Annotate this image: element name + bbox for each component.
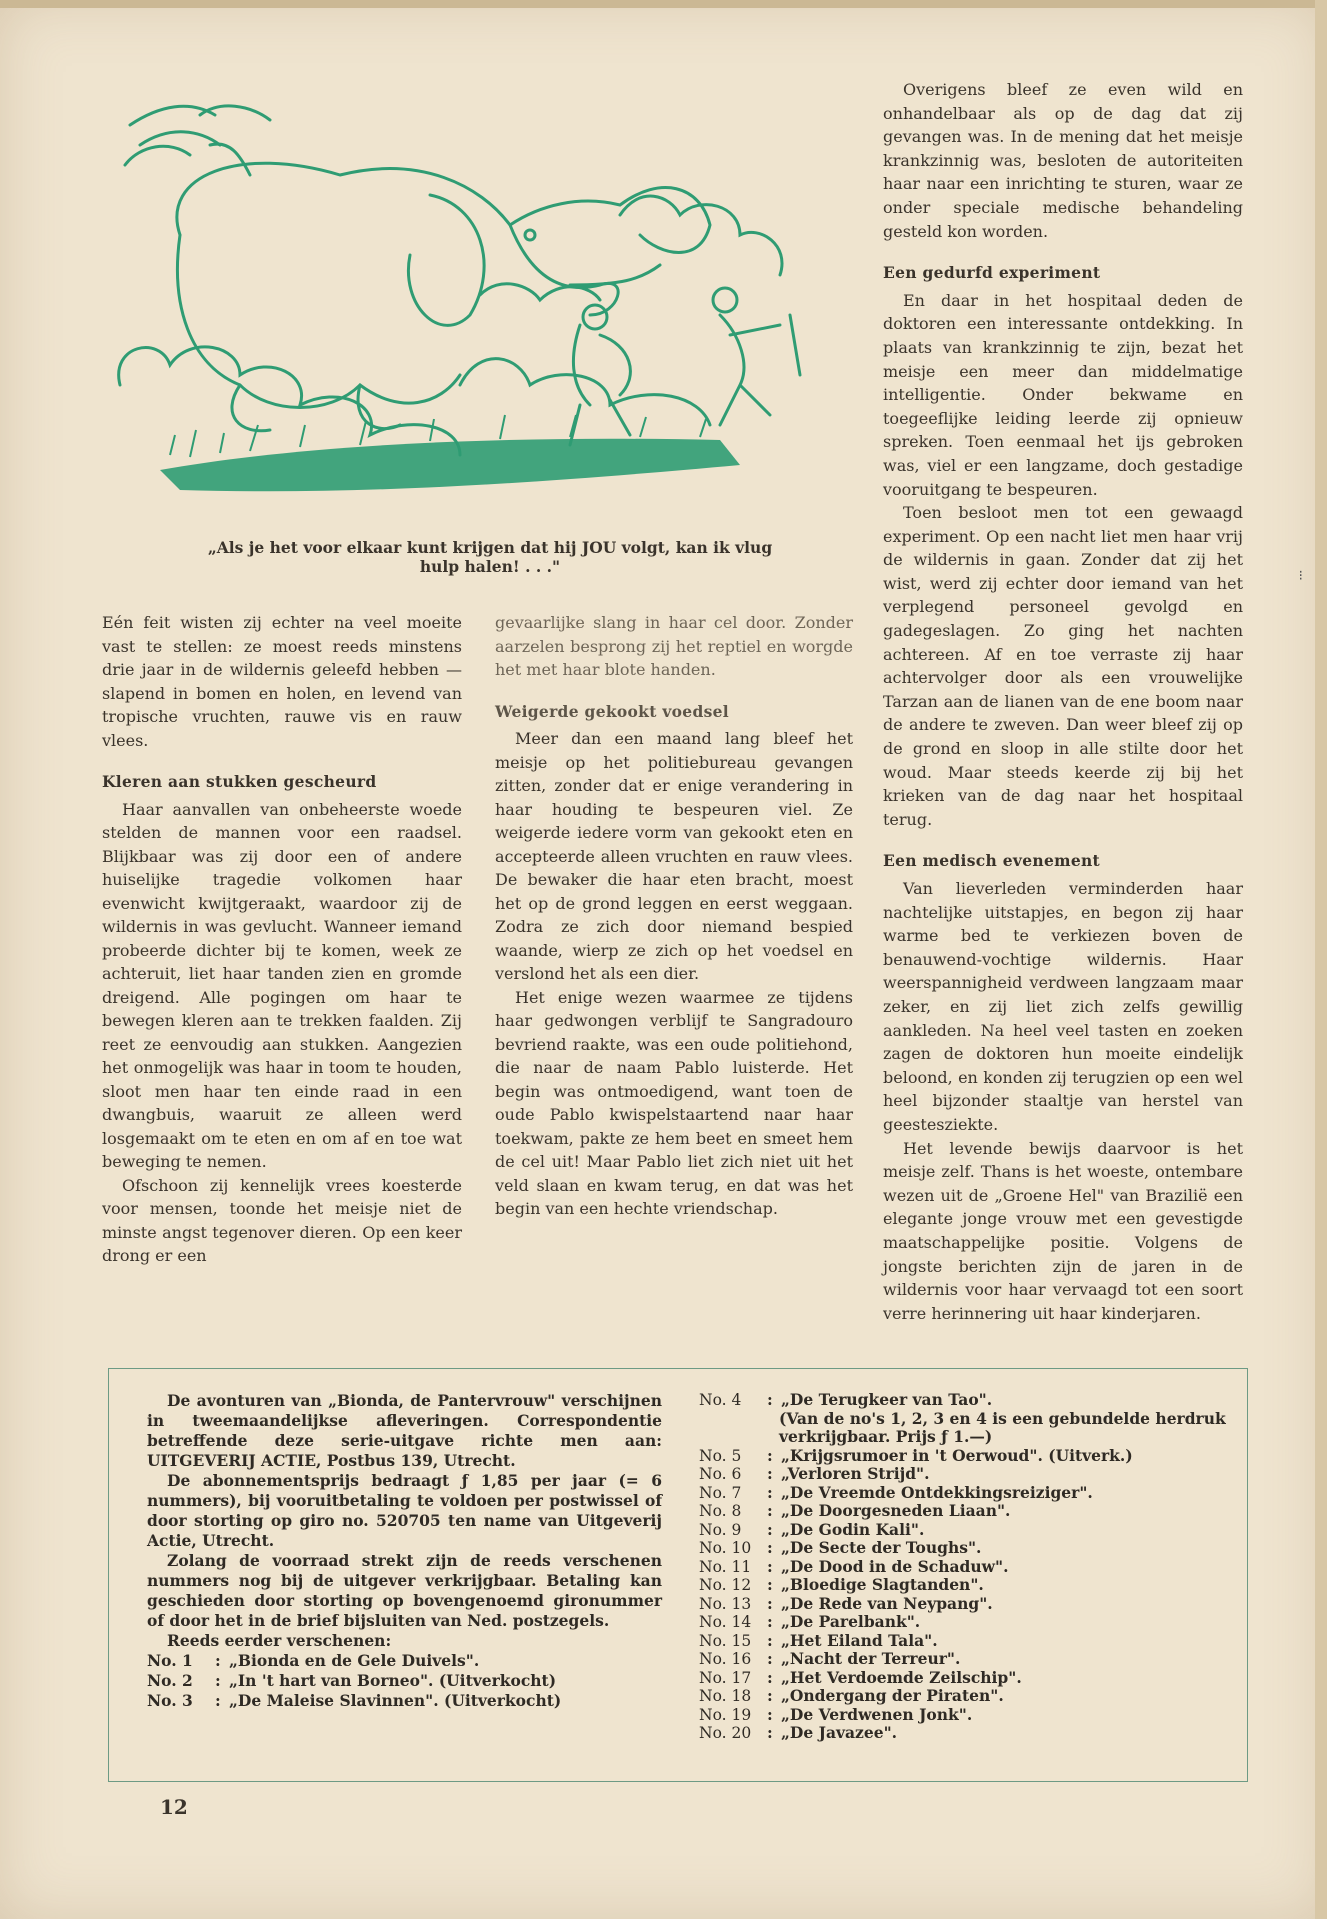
issue-list-item: [699, 1447, 1239, 1466]
issue-separator: :: [767, 1519, 773, 1539]
paragraph: Haar aanvallen van onbeheerste woede stelden de mannen voor een raadsel. Blijkbaar was zij door een of andere huiselijke tragedie volkomen haar evenwicht kwijtgeraakt, waardoor zij de wildernis in was gevlucht. Wanneer iemand probeerde dichter bij te komen, week ze achteruit, liet haar tanden zien en gromde dreigend. Alle pogingen om haar te bewegen kleren aan te trekken faalden. Zij reet ze eenvoudig aan stukken. Aangezien het onmogelijk was haar in toom te houden, sloot men haar ten einde raad in een dwangbuis, waaruit ze alleen werd losgemaakt om te eten en om af en toe wat beweging te nemen.: [102, 799, 462, 1171]
issue-title: „Het Verdoemde Zeilschip".: [781, 1667, 1022, 1687]
issue-list-item: [699, 1465, 1239, 1484]
issue-number: No. 4: [699, 1391, 742, 1409]
issue-list-item: [699, 1650, 1239, 1669]
paragraph: Toen besloot men tot een gewaagd experiment. Op een nacht liet men haar vrij de wildernis in gaan. Zonder dat zij het wist, werd zij echter door iemand van het verplegend personeel gevolgd en gadegeslagen. Zo ging het nachten achtereen. Af en toe verraste zij haar achtervolger door als een vrouwelijke Tarzan aan de lianen van de ene boom naar de andere te zweven. Dan weer bleef zij op de grond en sloop in alle stilte door het woud. Maar steeds keerde zij bij het krieken van de dag naar het hospitaal terug.: [883, 503, 1243, 829]
issue-list-right: [699, 1391, 1239, 1743]
issue-number: No. 14: [699, 1613, 752, 1631]
info-paragraph: De abonnementsprijs bedraagt ƒ 1,85 per jaar (= 6 nummers), bij vooruitbetaling te voldoen per postwissel of door storting op giro no. 520705 ten name van Uitgeverij Actie, Utrecht.: [147, 1471, 662, 1550]
issue-list-item: [699, 1558, 1239, 1577]
issue-separator: :: [767, 1390, 773, 1409]
section-heading: Kleren aan stukken gescheurd: [102, 772, 377, 791]
issue-number: No. 17: [699, 1668, 752, 1687]
issue-title: „De Dood in de Schaduw".: [781, 1556, 1009, 1576]
issue-number: No. 11: [699, 1557, 752, 1576]
issue-title: „Bionda en de Gele Duivels".: [229, 1651, 480, 1670]
paragraph: Overigens bleef ze even wild en onhandelbaar als op de dag dat zij gevangen was. In de mening dat het meisje krankzinnig was, besloten de autoriteiten haar naar een inrichting te sturen, waar ze onder speciale medische behandeling gesteld kon worden.: [883, 80, 1243, 241]
paragraph: Het enige wezen waarmee ze tijdens haar gedwongen verblijf te Sangradouro bevriend raakte, was een oude politiehond, die naar de naam Pablo luisterde. Het begin was ontmoedigend, want toen de oude Pablo kwispelstaartend naar haar toekwam, pakte ze hem beet en smeet hem de cel uit! Maar Pablo liet zich niet uit het veld slaan en kwam terug, en dat was het begin van een hechte vriendschap.: [495, 987, 853, 1218]
issue-title: „De Vreemde Ontdekkingsreiziger".: [781, 1482, 1093, 1502]
issue-separator: :: [767, 1612, 773, 1631]
issue-title: „Verloren Strijd".: [781, 1464, 930, 1483]
issue-title: „Nacht der Terreur".: [781, 1649, 961, 1668]
issue-title: „De Parelbank".: [781, 1612, 921, 1631]
paragraph: Eén feit wisten zij echter na veel moeite vast te stellen: ze moest reeds minstens drie jaar in de wildernis geleefd hebben — slapend in bomen en holen, en levend van tropische vruchten, rauwe vis en rauw vlees.: [102, 613, 462, 750]
issue-list-left: [147, 1651, 662, 1711]
issue-separator: :: [767, 1686, 773, 1705]
issue-separator: :: [767, 1538, 773, 1557]
issue-title: „De Rede van Neypang".: [781, 1593, 993, 1613]
issue-number: No. 7: [699, 1483, 742, 1502]
info-box-right: [699, 1391, 1239, 1743]
issue-separator: :: [215, 1691, 221, 1710]
issue-separator: :: [767, 1593, 773, 1613]
issue-separator: :: [215, 1671, 221, 1690]
issue-title: „De Secte der Toughs".: [781, 1538, 982, 1557]
section-heading: Weigerde gekookt voedsel: [495, 701, 729, 721]
section-heading: Een medisch evenement: [883, 851, 1101, 871]
issue-title: „De Doorgesneden Liaan".: [781, 1501, 1011, 1520]
issue-separator: :: [767, 1704, 773, 1724]
issue-number: No. 2: [147, 1671, 193, 1690]
article-column-middle: [495, 611, 853, 1221]
article-column-right: [883, 78, 1243, 1325]
issue-title: „De Javazee".: [781, 1723, 898, 1742]
issue-separator: :: [215, 1651, 221, 1670]
info-list-heading: Reeds eerder verschenen:: [167, 1631, 392, 1650]
issue-separator: :: [767, 1630, 773, 1650]
page-number: 12: [160, 1795, 188, 1819]
paragraph: Ofschoon zij kennelijk vrees koesterde voor mensen, toonde het meisje niet de minste angst tegenover dieren. Op een keer drong er een: [102, 1175, 462, 1265]
info-paragraph: De avonturen van „Bionda, de Pantervrouw" verschijnen in tweemaandelijkse afleveringen. Correspondentie betreffende deze serie-uitgave richte men aan: UITGEVERIJ ACTIE, Postbus 139, Utrecht.: [147, 1391, 662, 1470]
issue-title: „Het Eiland Tala".: [781, 1630, 938, 1650]
issue-number: No. 18: [699, 1687, 752, 1705]
issue-title: „De Godin Kali".: [781, 1519, 925, 1539]
paragraph: Van lieverleden verminderden haar nachtelijke uitstapjes, en begon zij haar warme bed te verkiezen boven de benauwend-vochtige wildernis. Haar weerspannigheid verdween langzaam maar zeker, en zij liet zich zelfs gewillig aankleden. Na heel veel tasten en zoeken zagen de doktoren hun moeite eindelijk beloond, en konden zij terugzien op een wel heel bijzonder staaltje van herstel van geestesziekte.: [883, 879, 1243, 1134]
issue-number: No. 6: [699, 1465, 742, 1483]
issue-title: „De Terugkeer van Tao".: [781, 1390, 993, 1409]
issue-number: No. 20: [699, 1724, 752, 1742]
issue-note: (Van de no's 1, 2, 3 en 4 is een gebundelde herdruk verkrijgbaar. Prijs ƒ 1.—): [779, 1408, 1226, 1446]
paragraph: Meer dan een maand lang bleef het meisje op het politiebureau gevangen zitten, zonder dat er enige verandering in haar houding te bespeuren viel. Ze weigerde iedere vorm van gekookt eten en accepteerde alleen vruchten en rauw vlees. De bewaker die haar eten bracht, moest het op de grond leggen en eerst weggaan. Zodra ze zich door niemand bespied waande, wierp ze zich op het voedsel en verslond het als een dier.: [495, 729, 853, 983]
illustration-caption: „Als je het voor elkaar kunt krijgen dat hij JOU volgt, kan ik vlug hulp halen! . . .": [207, 538, 773, 576]
page-top-edge: [0, 0, 1327, 8]
issue-title: „De Maleise Slavinnen". (Uitverkocht): [229, 1691, 562, 1710]
issue-number: No. 15: [699, 1631, 752, 1650]
issue-list-item: [147, 1691, 662, 1711]
issue-list-item: [699, 1669, 1239, 1688]
paragraph: gevaarlijke slang in haar cel door. Zonder aarzelen besprong zij het reptiel en worgde het met haar blote handen.: [495, 613, 853, 679]
issue-number: No. 8: [699, 1502, 742, 1520]
issue-list-item: [699, 1484, 1239, 1503]
issue-number: No. 10: [699, 1539, 752, 1557]
issue-separator: :: [767, 1482, 773, 1502]
elephant-chase-illustration: [100, 85, 860, 525]
issue-separator: :: [767, 1667, 773, 1687]
issue-number: No. 9: [699, 1520, 742, 1539]
issue-separator: :: [767, 1575, 773, 1594]
issue-separator: :: [767, 1649, 773, 1668]
issue-separator: :: [767, 1445, 773, 1465]
info-box-left: [147, 1391, 662, 1711]
issue-list-item: [699, 1724, 1239, 1743]
issue-number: No. 12: [699, 1576, 752, 1594]
issue-separator: :: [767, 1556, 773, 1576]
publisher-info-box: [108, 1368, 1248, 1782]
issue-title: „De Verdwenen Jonk".: [781, 1704, 973, 1724]
issue-separator: :: [767, 1464, 773, 1483]
paragraph: En daar in het hospitaal deden de doktoren een interessante ontdekking. In plaats van krankzinnig te zijn, bezat het meisje een meer dan middelmatige intelligentie. Onder bekwame en toegeeflijke leiding leerde zij opnieuw spreken. Toen eenmaal het ijs gebroken was, viel er een langzame, doch gestadige vooruitgang te bespeuren.: [883, 290, 1243, 499]
issue-list-item: [699, 1502, 1239, 1521]
info-paragraph: Zolang de voorraad strekt zijn de reeds verschenen nummers nog bij de uitgever verkrijgbaar. Betaling kan geschieden door storting op bovengenoemd gironummer of door het in de brief bijsluiten van Ned. postzegels.: [147, 1551, 662, 1630]
issue-number: No. 16: [699, 1650, 752, 1668]
issue-number: No. 19: [699, 1705, 752, 1724]
issue-list-item: [699, 1687, 1239, 1706]
issue-list-item: [699, 1595, 1239, 1614]
issue-separator: :: [767, 1501, 773, 1520]
issue-list-item: [699, 1576, 1239, 1595]
issue-list-item: [699, 1632, 1239, 1651]
issue-list-item: [147, 1651, 662, 1671]
page-right-edge: [1315, 0, 1327, 1919]
issue-title: „Bloedige Slagtanden".: [781, 1575, 984, 1594]
issue-number: No. 3: [147, 1691, 193, 1710]
issue-list-item: [699, 1706, 1239, 1725]
issue-title: „Krijgsrumoer in 't Oerwoud". (Uitverk.): [781, 1445, 1133, 1465]
issue-list-item: [699, 1539, 1239, 1558]
issue-number: No. 13: [699, 1594, 752, 1613]
issue-number: No. 1: [147, 1651, 193, 1670]
issue-separator: :: [767, 1723, 773, 1742]
paragraph: Het levende bewijs daarvoor is het meisje zelf. Thans is het woeste, ontembare wezen uit de „Groene Hel" van Brazilië een elegante jonge vrouw met een gevestigde maatschappelijke positie. Volgens de jongste berichten zijn de jaren in de wildernis voor haar vervaagd tot een soort verre herinnering uit haar kinderjaren.: [883, 1138, 1243, 1323]
issue-list-item: [699, 1613, 1239, 1632]
issue-title: „Ondergang der Piraten".: [781, 1686, 1004, 1705]
issue-title: „In 't hart van Borneo". (Uitverkocht): [229, 1671, 557, 1690]
issue-list-item: [699, 1391, 1239, 1410]
section-heading: Een gedurfd experiment: [883, 263, 1101, 283]
issue-list-item: [699, 1521, 1239, 1540]
article-column-left: [102, 611, 462, 1268]
issue-number: No. 5: [699, 1446, 742, 1465]
issue-list-item: [147, 1671, 662, 1691]
margin-mark: ⁝: [1298, 568, 1303, 584]
